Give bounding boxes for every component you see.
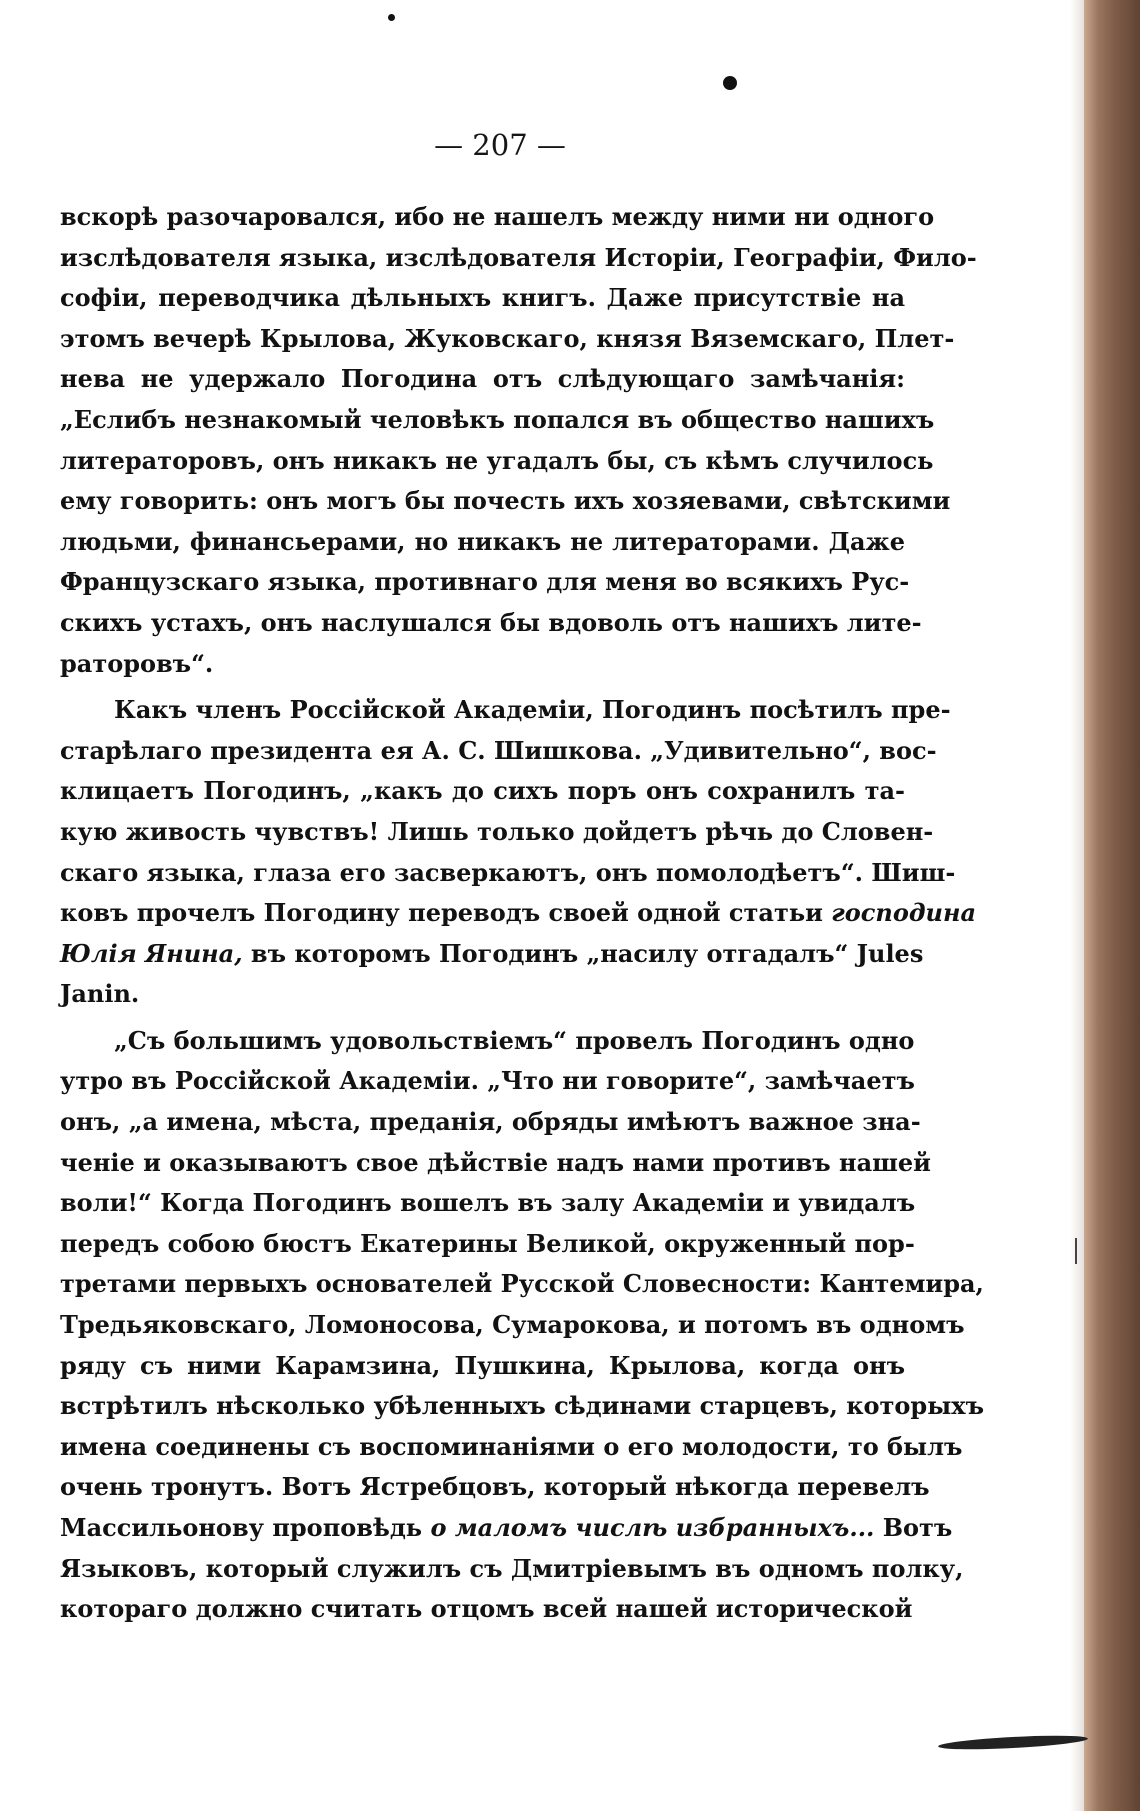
text-line: скаго языка, глаза его засверкаютъ, онъ помолодѣетъ“. Шиш-: [60, 857, 956, 887]
text-line: нева не удержало Погодина отъ слѣдующаго замѣчанія:: [60, 364, 905, 394]
text-run: ковъ прочелъ Погодину переводъ своей одной статьи: [60, 898, 823, 928]
paragraph: [60, 197, 977, 684]
margin-mark: [1075, 1238, 1077, 1264]
text-run: Массильонову проповѣдь: [60, 1513, 423, 1542]
italic-run: Юлія Янина,: [60, 938, 243, 968]
text-line: ряду съ ними Карамзина, Пушкина, Крылова, когда онъ: [60, 1350, 905, 1380]
text-line: передъ собою бюстъ Екатерины Великой, окруженный пор-: [60, 1228, 915, 1258]
text-line: онъ, „а имена, мѣста, преданія, обряды имѣютъ важное зна-: [60, 1107, 921, 1137]
text-line: очень тронутъ. Вотъ Ястребцовъ, который нѣкогда перевелъ: [60, 1472, 930, 1502]
text-line: [60, 1508, 953, 1549]
text-line: ченіе и оказываютъ свое дѣйствіе надъ нами противъ нашей: [60, 1147, 931, 1177]
text-line: Французскаго языка, противнаго для меня во всякихъ Рус-: [60, 567, 910, 597]
text-run: Вотъ: [882, 1513, 953, 1542]
text-line: людьми, финансьерами, но никакъ не литераторами. Даже: [60, 526, 905, 556]
text-line: клицаетъ Погодинъ, „какъ до сихъ поръ онъ сохранилъ та-: [60, 776, 905, 806]
text-line: Тредьяковскаго, Ломоносова, Сумарокова, и потомъ въ одномъ: [60, 1310, 965, 1340]
corner-smudge: [938, 1733, 1088, 1752]
text-line: „Съ большимъ удовольствіемъ“ провелъ Погодинъ одно: [114, 1025, 915, 1055]
paragraph: [60, 1021, 984, 1630]
text-line: софіи, переводчика дѣльныхъ книгъ. Даже присутствіе на: [60, 283, 905, 313]
text-line: кую живость чувствъ! Лишь только дойдетъ рѣчь до Словен-: [60, 816, 934, 846]
text-line: старѣлаго президента ея А. С. Шишкова. „Удивительно“, вос-: [60, 735, 937, 765]
body-text: [60, 197, 984, 1630]
text-line: вскорѣ разочаровался, ибо не нашелъ между ними ни одного: [60, 202, 935, 231]
text-line: этомъ вечерѣ Крылова, Жуковскаго, князя Вяземскаго, Плет-: [60, 323, 955, 353]
text-line: Janin.: [60, 979, 140, 1009]
page-number: — 207 —: [434, 128, 566, 162]
ink-dot: [388, 14, 395, 21]
paragraph: [60, 690, 977, 1015]
italic-run: о маломъ числѣ избранныхъ...: [430, 1513, 875, 1542]
text-line: воли!“ Когда Погодинъ вошелъ въ залу Академіи и увидалъ: [60, 1188, 916, 1218]
text-line: утро въ Россійской Академіи. „Что ни говорите“, замѣчаетъ: [60, 1066, 915, 1096]
page-edge-gradient: [1070, 0, 1084, 1811]
ink-dot: [723, 76, 737, 90]
text-line: скихъ устахъ, онъ наслушался бы вдоволь отъ нашихъ лите-: [60, 607, 922, 637]
text-line: раторовъ“.: [60, 648, 214, 678]
text-line: изслѣдователя языка, изслѣдователя Исторіи, Географіи, Фило-: [60, 242, 977, 272]
text-line: [60, 934, 924, 975]
page-edge-shadow: [1084, 0, 1140, 1811]
text-line: ему говорить: онъ могъ бы почесть ихъ хозяевами, свѣтскими: [60, 486, 951, 516]
text-line: встрѣтилъ нѣсколько убѣленныхъ сѣдинами старцевъ, которыхъ: [60, 1391, 984, 1421]
text-run: въ которомъ Погодинъ „насилу отгадалъ“ Jules: [250, 938, 924, 968]
text-line: Языковъ, который служилъ съ Дмитріевымъ въ одномъ полку,: [60, 1553, 964, 1583]
text-line: литераторовъ, онъ никакъ не угадалъ бы, съ кѣмъ случилось: [60, 445, 934, 475]
text-line: имена соединены съ воспоминаніями о его молодости, то былъ: [60, 1431, 963, 1461]
text-line: третами первыхъ основателей Русской Словесности: Кантемира,: [60, 1269, 984, 1299]
text-line: котораго должно считать отцомъ всей нашей исторической: [60, 1594, 913, 1624]
italic-run: господина: [831, 898, 977, 928]
text-line: „Еслибъ незнакомый человѣкъ попался въ общество нашихъ: [60, 404, 935, 434]
text-line: Какъ членъ Россійской Академіи, Погодинъ посѣтилъ пре-: [114, 695, 951, 725]
text-line: [60, 893, 977, 934]
